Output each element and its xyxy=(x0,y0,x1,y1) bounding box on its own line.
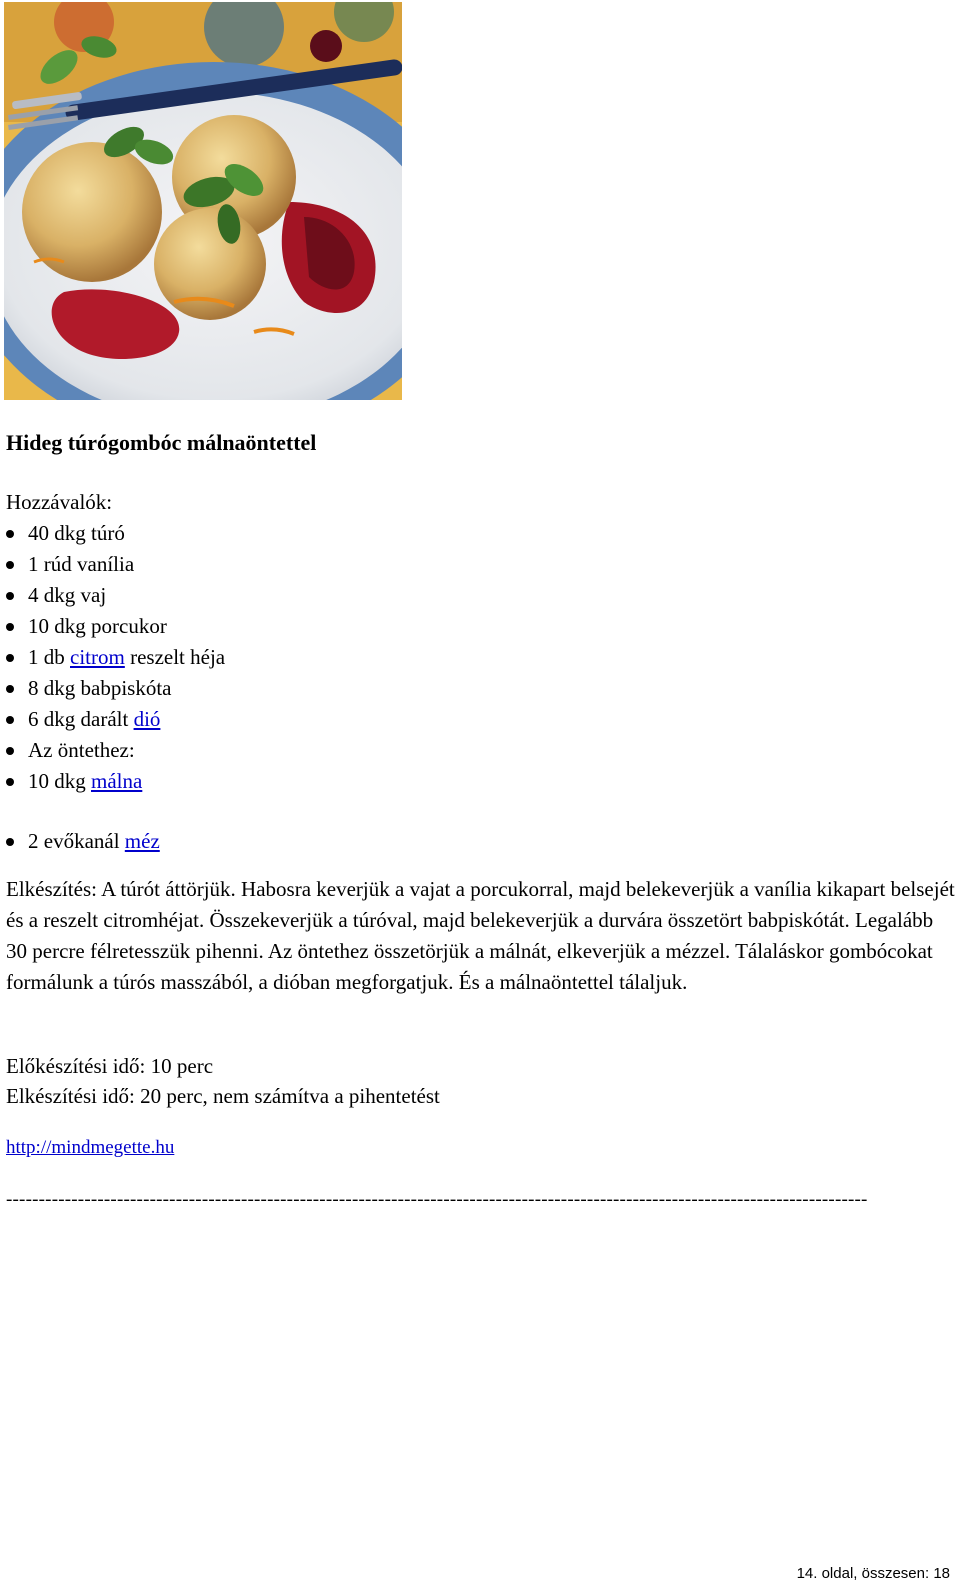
ingredient-item xyxy=(0,580,225,611)
recipe-title: Hideg túrógombóc málnaöntettel xyxy=(6,430,317,455)
ingredient-text: 8 dkg babpiskóta xyxy=(28,676,172,700)
ingredients-heading: Hozzávalók: xyxy=(6,490,113,514)
divider-line: ------------------------------------------------------------------------------------------------------------------------------------ xyxy=(6,1189,868,1210)
ingredient-text: 1 rúd vanília xyxy=(28,552,135,576)
ingredient-item xyxy=(0,518,225,549)
recipe-method: Elkészítés: A túrót áttörjük. Habosra keverjük a vajat a porcukorral, majd belekeverjük a vanília kikapart belsejét és a reszelt citromhéjat. Összekeverjük a túróval, majd belekeverjük a durvára összetört babpiskótát. Legalább 30 percre félretesszük pihenni. Az öntethez összetörjük a málnát, elkeverjük a mézzel. Tálaláskor gombócokat formálunk a túrós masszából, a dióban megforgatjuk. És a málnaöntettel tálaljuk. xyxy=(6,877,955,994)
ingredient-item xyxy=(0,735,225,766)
ingredients-list xyxy=(0,518,225,857)
ingredient-item xyxy=(0,549,225,580)
prep-time: Előkészítési idő: 10 perc xyxy=(6,1054,214,1078)
cook-time: Elkészítési idő: 20 perc, nem számítva a pihentetést xyxy=(6,1084,440,1108)
ingredient-item xyxy=(0,826,225,857)
ingredient-item xyxy=(0,673,225,704)
ingredient-text: 1 db xyxy=(28,645,70,669)
recipe-photo xyxy=(4,2,402,400)
recipe-times xyxy=(6,1051,440,1111)
page-number: 14. oldal, összesen: 18 xyxy=(796,1565,950,1582)
dumplings-illustration xyxy=(4,2,402,400)
ingredient-item xyxy=(0,611,225,642)
ingredient-link-dio[interactable]: dió xyxy=(133,707,161,731)
ingredient-link-mez[interactable]: méz xyxy=(124,829,160,853)
ingredient-item xyxy=(0,766,225,797)
ingredient-text: 2 evőkanál xyxy=(28,829,125,853)
ingredient-link-citrom[interactable]: citrom xyxy=(70,645,125,669)
ingredient-text: 10 dkg porcukor xyxy=(28,614,167,638)
ingredient-link-malna[interactable]: málna xyxy=(91,769,143,793)
ingredient-text: 10 dkg xyxy=(28,769,91,793)
ingredient-text: 4 dkg vaj xyxy=(28,583,107,607)
ingredient-item xyxy=(0,704,225,735)
ingredient-text: Az öntethez: xyxy=(28,738,135,762)
source-link[interactable]: http://mindmegette.hu xyxy=(6,1137,175,1158)
ingredient-item xyxy=(0,642,225,673)
ingredient-text: 40 dkg túró xyxy=(28,521,125,545)
ingredient-text: reszelt héja xyxy=(124,645,226,669)
ingredient-text: 6 dkg darált xyxy=(28,707,134,731)
